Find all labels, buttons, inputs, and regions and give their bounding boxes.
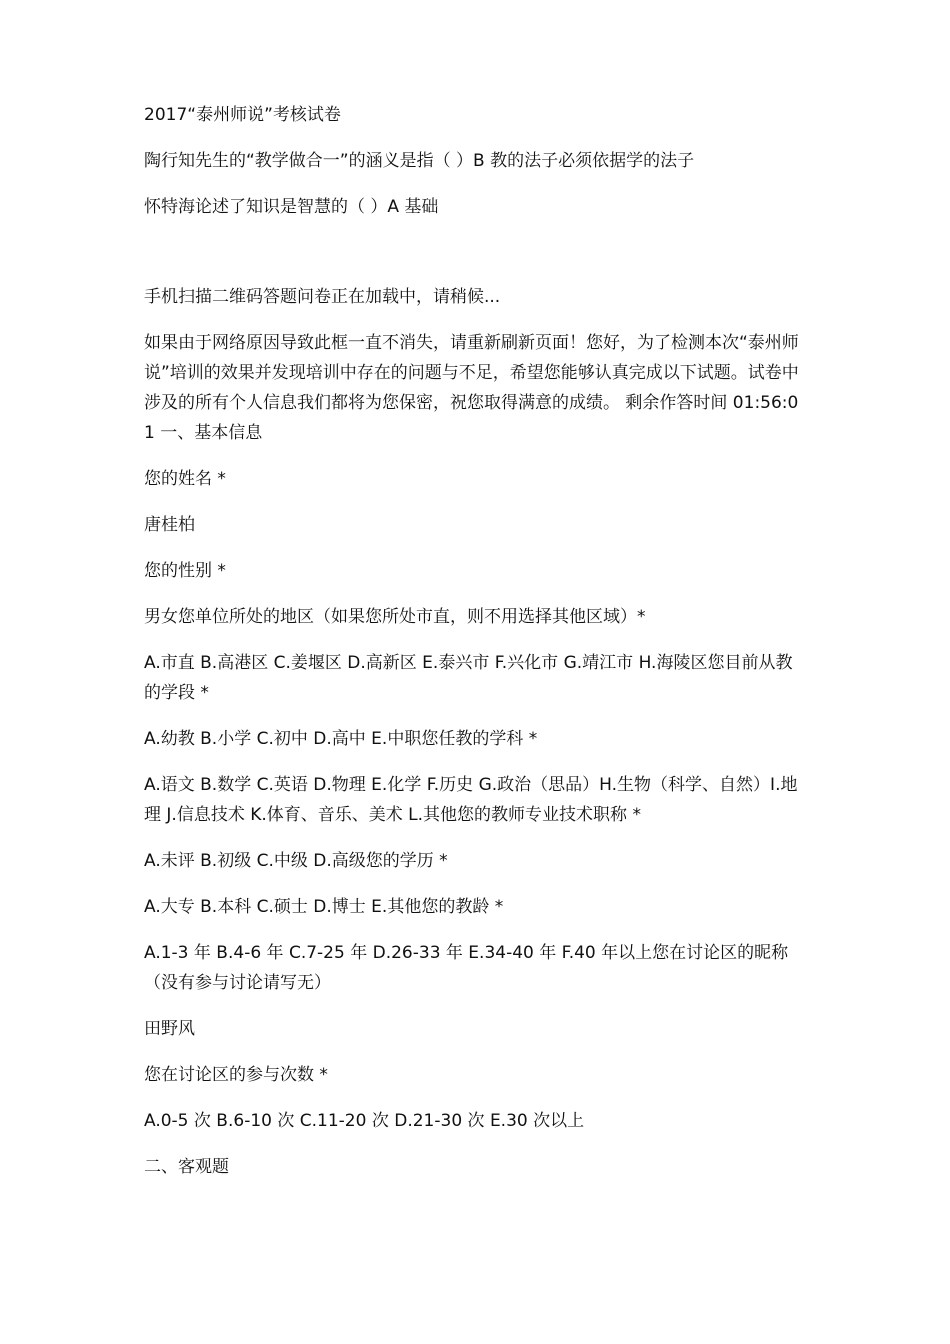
gender-label: 您的性别 * bbox=[144, 561, 226, 581]
nickname-value: 田野风 bbox=[144, 1019, 195, 1039]
loading-text: 手机扫描二维码答题问卷正在加载中，请稍候... bbox=[144, 287, 501, 307]
question-line: 陶行知先生的“教学做合一”的涵义是指（ ）B 教的法子必须依据学的法子 bbox=[144, 151, 695, 171]
region-question: 男女您单位所处的地区（如果您所处市直，则不用选择其他区域）* bbox=[144, 607, 646, 627]
intro-paragraph: 如果由于网络原因导致此框一直不消失，请重新刷新页面！您好，为了检测本次“泰州师说”培训的效果并发现培训中存在的问题与不足，希望您能够认真完成以下试题。试卷中涉及的所有个人信息我们都将为您保密，祝您取得满意的成绩。 剩余作答时间 01:56:01 一、基本信息 bbox=[144, 333, 799, 443]
spacer bbox=[144, 238, 809, 282]
question-line: 怀特海论述了知识是智慧的（ ）A 基础 bbox=[144, 197, 439, 217]
region-options: A.市直 B.高港区 C.姜堰区 D.高新区 E.泰兴市 F.兴化市 G.靖江市 H.海陵区您目前从教的学段 * bbox=[144, 653, 793, 703]
name-value: 唐桂柏 bbox=[144, 515, 195, 535]
stage-options: A.幼教 B.小学 C.初中 D.高中 E.中职您任教的学科 * bbox=[144, 729, 538, 749]
document-page bbox=[144, 100, 809, 1198]
participation-label: 您在讨论区的参与次数 * bbox=[144, 1065, 328, 1085]
section-heading: 二、客观题 bbox=[144, 1157, 229, 1177]
participation-options: A.0-5 次 B.6-10 次 C.11-20 次 D.21-30 次 E.30 次以上 bbox=[144, 1111, 585, 1131]
document-title: 2017“泰州师说”考核试卷 bbox=[144, 105, 341, 125]
teaching-years-options: A.1-3 年 B.4-6 年 C.7-25 年 D.26-33 年 E.34-40 年 F.40 年以上您在讨论区的昵称（没有参与讨论请写无） bbox=[144, 943, 789, 993]
name-label: 您的姓名 * bbox=[144, 469, 226, 489]
subject-options: A.语文 B.数学 C.英语 D.物理 E.化学 F.历史 G.政治（思品）H.生物（科学、自然）I.地理 J.信息技术 K.体育、音乐、美术 L.其他您的教师专业技术职称 * bbox=[144, 775, 798, 825]
education-options: A.大专 B.本科 C.硕士 D.博士 E.其他您的教龄 * bbox=[144, 897, 504, 917]
title-options: A.未评 B.初级 C.中级 D.高级您的学历 * bbox=[144, 851, 448, 871]
